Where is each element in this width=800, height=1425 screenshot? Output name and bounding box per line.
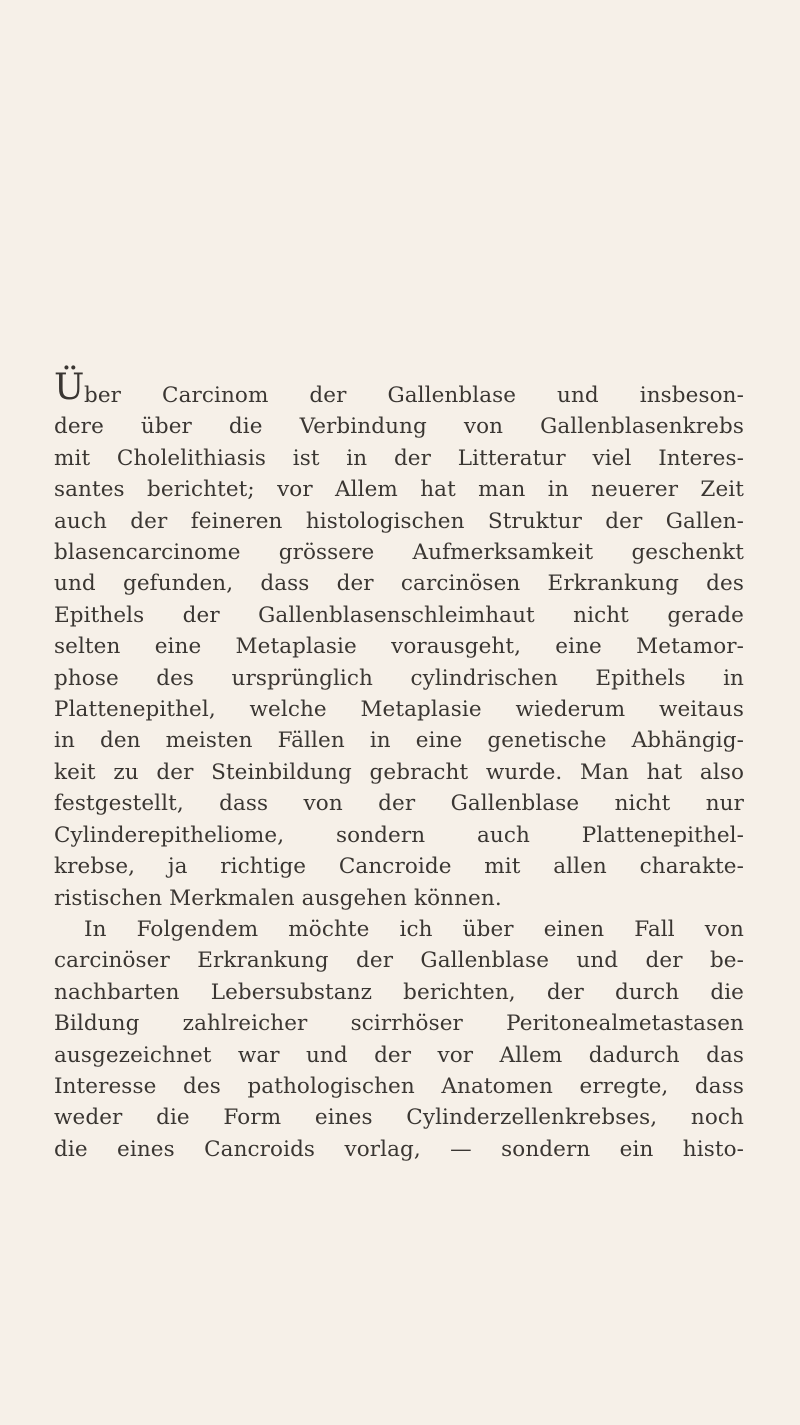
text-line: Epithels der Gallenblasenschleimhaut nicht gerade xyxy=(54,602,744,628)
text-line: keit zu der Steinbildung gebracht wurde. Man hat also xyxy=(54,759,744,785)
text-line: blasencarcinome grössere Aufmerksamkeit geschenkt xyxy=(54,540,744,566)
text-line: selten eine Metaplasie vorausgeht, eine Metamor- xyxy=(54,634,744,660)
drop-cap: Ü xyxy=(54,367,85,408)
text-line: ristischen Merkmalen ausgehen können. xyxy=(54,885,502,911)
text-line: auch der feineren histologischen Struktur der Gallen- xyxy=(54,508,744,534)
text-line: phose des ursprünglich cylindrischen Epithels in xyxy=(54,665,744,691)
text-line: festgestellt, dass von der Gallenblase nicht nur xyxy=(54,791,744,817)
text-line: dere über die Verbindung von Gallenblasenkrebs xyxy=(54,414,744,440)
text-line: mit Cholelithiasis ist in der Litteratur viel Interes- xyxy=(54,445,744,471)
text-line: carcinöser Erkrankung der Gallenblase und der be- xyxy=(54,948,744,974)
text-line: und gefunden, dass der carcinösen Erkrankung des xyxy=(54,571,744,597)
text-line: in den meisten Fällen in eine genetische Abhängig- xyxy=(54,728,744,754)
text-line: Bildung zahlreicher scirrhöser Peritonealmetastasen xyxy=(54,1011,744,1037)
body-text xyxy=(54,380,744,1165)
text-line: krebse, ja richtige Cancroide mit allen charakte- xyxy=(54,854,744,880)
text-line: Plattenepithel, welche Metaplasie wiederum weitaus xyxy=(54,697,744,723)
text-line: ausgezeichnet war und der vor Allem dadurch das xyxy=(54,1042,744,1068)
text-line: Cylinderepitheliome, sondern auch Plattenepithel- xyxy=(54,822,744,848)
text-line: santes berichtet; vor Allem hat man in neuerer Zeit xyxy=(54,477,744,503)
text-line: nachbarten Lebersubstanz berichten, der durch die xyxy=(54,979,744,1005)
text-line: die eines Cancroids vorlag, — sondern ein histo- xyxy=(54,1136,744,1162)
text-line: weder die Form eines Cylinderzellenkrebses, noch xyxy=(54,1105,744,1131)
text-line: In Folgendem möchte ich über einen Fall von xyxy=(84,916,744,942)
text-line: Interesse des pathologischen Anatomen erregte, dass xyxy=(54,1073,744,1099)
text-line: ber Carcinom der Gallenblase und insbeson- xyxy=(84,383,744,408)
